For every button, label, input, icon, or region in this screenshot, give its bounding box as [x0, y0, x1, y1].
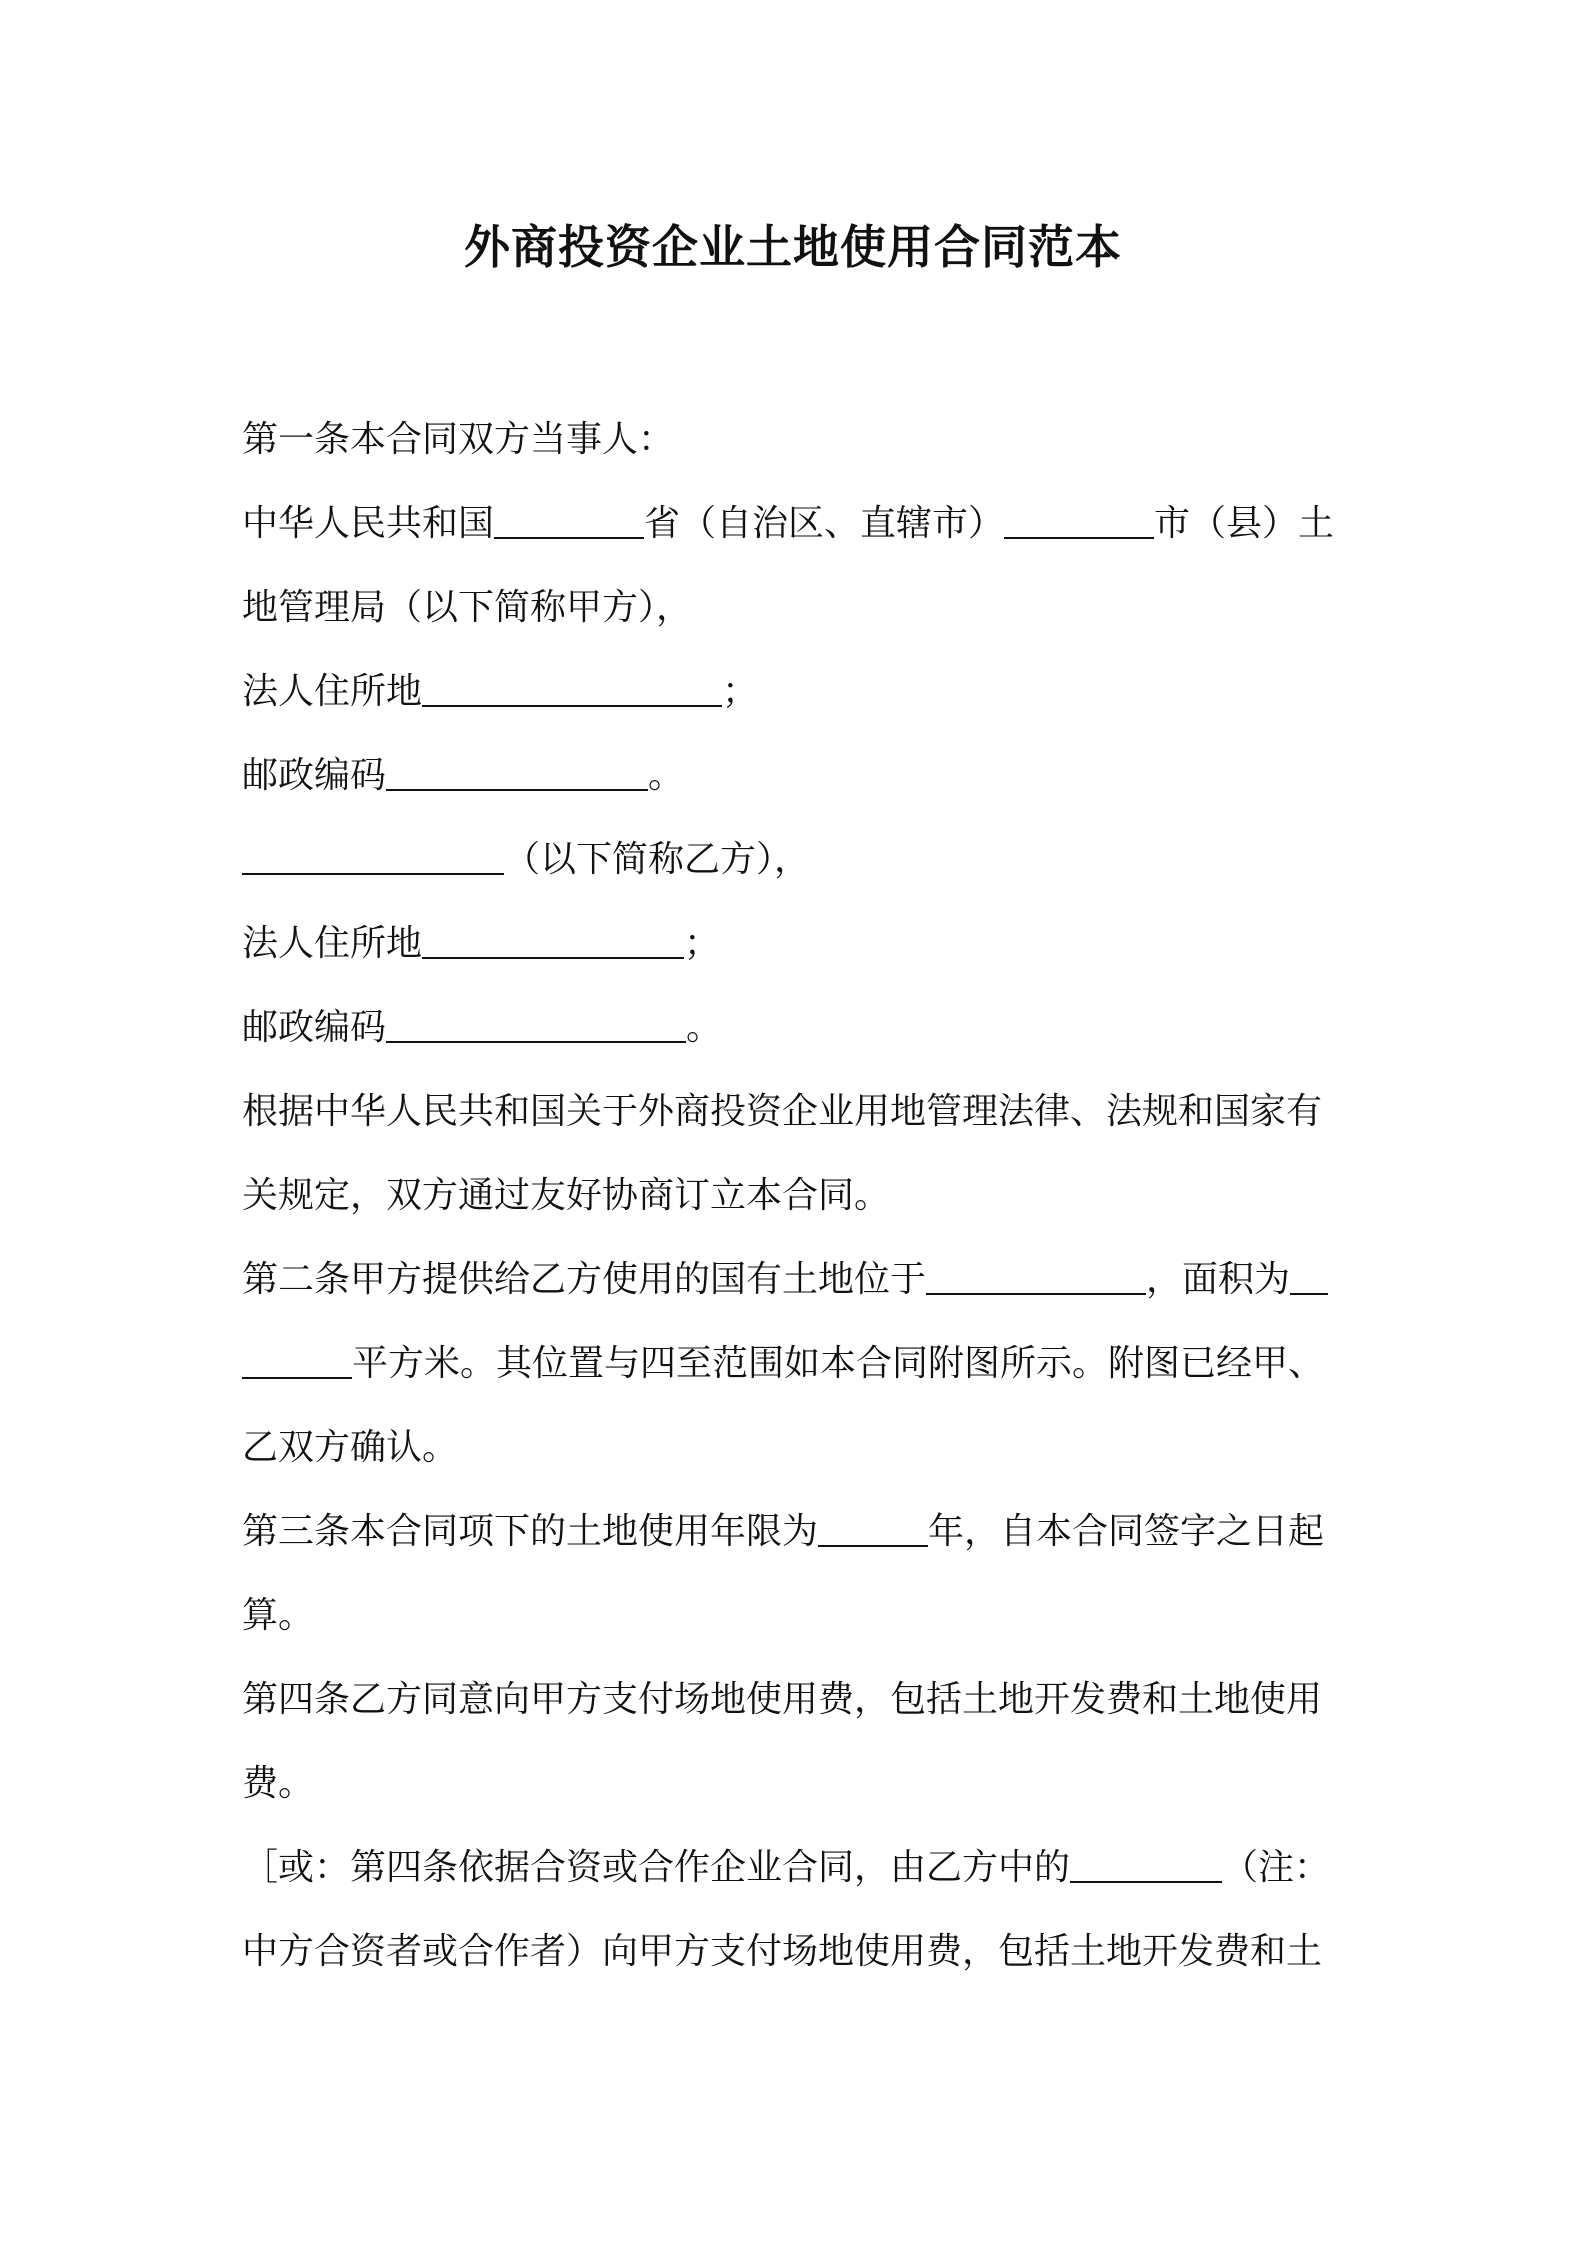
text-segment: 邮政编码 [242, 1007, 387, 1048]
text-segment: 费。 [242, 1763, 315, 1804]
blank-party-a-address [422, 669, 722, 707]
article-1-heading: 第一条本合同双方当事人： [242, 419, 675, 460]
text-segment: 第三条本合同项下的土地使用年限为 [242, 1511, 819, 1552]
text-segment: ，面积为 [1146, 1259, 1291, 1300]
blank-province [494, 501, 644, 539]
text-segment: ［或：第四条依据合资或合作企业合同，由乙方中的 [242, 1847, 1071, 1888]
text-segment: 乙双方确认。 [242, 1427, 459, 1468]
text-line [242, 566, 1352, 650]
text-line [242, 650, 1352, 734]
text-line [242, 398, 1352, 482]
document-body [242, 398, 1352, 1994]
text-line [242, 1238, 1352, 1322]
blank-party-b-name [242, 837, 504, 875]
blank-city [1004, 501, 1154, 539]
text-segment: 省（自治区、直辖市） [644, 503, 1005, 544]
text-line [242, 1574, 1352, 1658]
text-segment: 中方合资者或合作者）向甲方支付场地使用费，包括土地开发费和土 [242, 1931, 1323, 1972]
text-line [242, 482, 1352, 566]
text-segment: 第四条乙方同意向甲方支付场地使用费，包括土地开发费和土地使用 [242, 1679, 1323, 1720]
text-segment: 法人住所地 [242, 671, 423, 712]
text-segment: 第二条甲方提供给乙方使用的国有土地位于 [242, 1259, 927, 1300]
text-segment: 邮政编码 [242, 755, 387, 796]
text-line [242, 818, 1352, 902]
text-line [242, 1742, 1352, 1826]
text-segment: 年，自本合同签字之日起 [928, 1511, 1325, 1552]
blank-area-end [242, 1341, 352, 1379]
text-segment: 中华人民共和国 [242, 503, 495, 544]
text-segment: 地管理局（以下简称甲方）， [242, 587, 693, 628]
text-line [242, 1490, 1352, 1574]
text-segment: 平方米。其位置与四至范围如本合同附图所示。附图已经甲、 [352, 1343, 1325, 1384]
text-segment: 市（县）土 [1154, 503, 1335, 544]
text-segment: 。 [686, 1007, 723, 1048]
blank-party-b-address [422, 921, 684, 959]
text-segment: （注： [1222, 1847, 1331, 1888]
document-title: 外商投资企业土地使用合同范本 [464, 220, 1122, 274]
text-line [242, 902, 1352, 986]
text-line [242, 1826, 1352, 1910]
blank-party-a-postcode [386, 753, 648, 791]
text-segment: 。 [648, 755, 685, 796]
text-segment: （以下简称乙方）， [504, 839, 811, 880]
text-segment: 法人住所地 [242, 923, 423, 964]
text-segment: ； [722, 671, 759, 712]
text-segment: 算。 [242, 1595, 315, 1636]
blank-party-b-postcode [386, 1005, 686, 1043]
text-segment: ； [684, 923, 721, 964]
text-line [242, 1070, 1352, 1154]
text-line [242, 1658, 1352, 1742]
text-line [242, 1154, 1352, 1238]
text-line [242, 734, 1352, 818]
text-segment: 关规定，双方通过友好协商订立本合同。 [242, 1175, 891, 1216]
text-segment: 根据中华人民共和国关于外商投资企业用地管理法律、法规和国家有 [242, 1091, 1323, 1132]
blank-term-years [818, 1509, 928, 1547]
text-line [242, 1910, 1352, 1994]
text-line [242, 986, 1352, 1070]
text-line [242, 1406, 1352, 1490]
blank-chinese-party [1070, 1845, 1222, 1883]
text-line [242, 1322, 1352, 1406]
blank-land-location [926, 1257, 1146, 1295]
blank-area-start [1290, 1257, 1328, 1295]
